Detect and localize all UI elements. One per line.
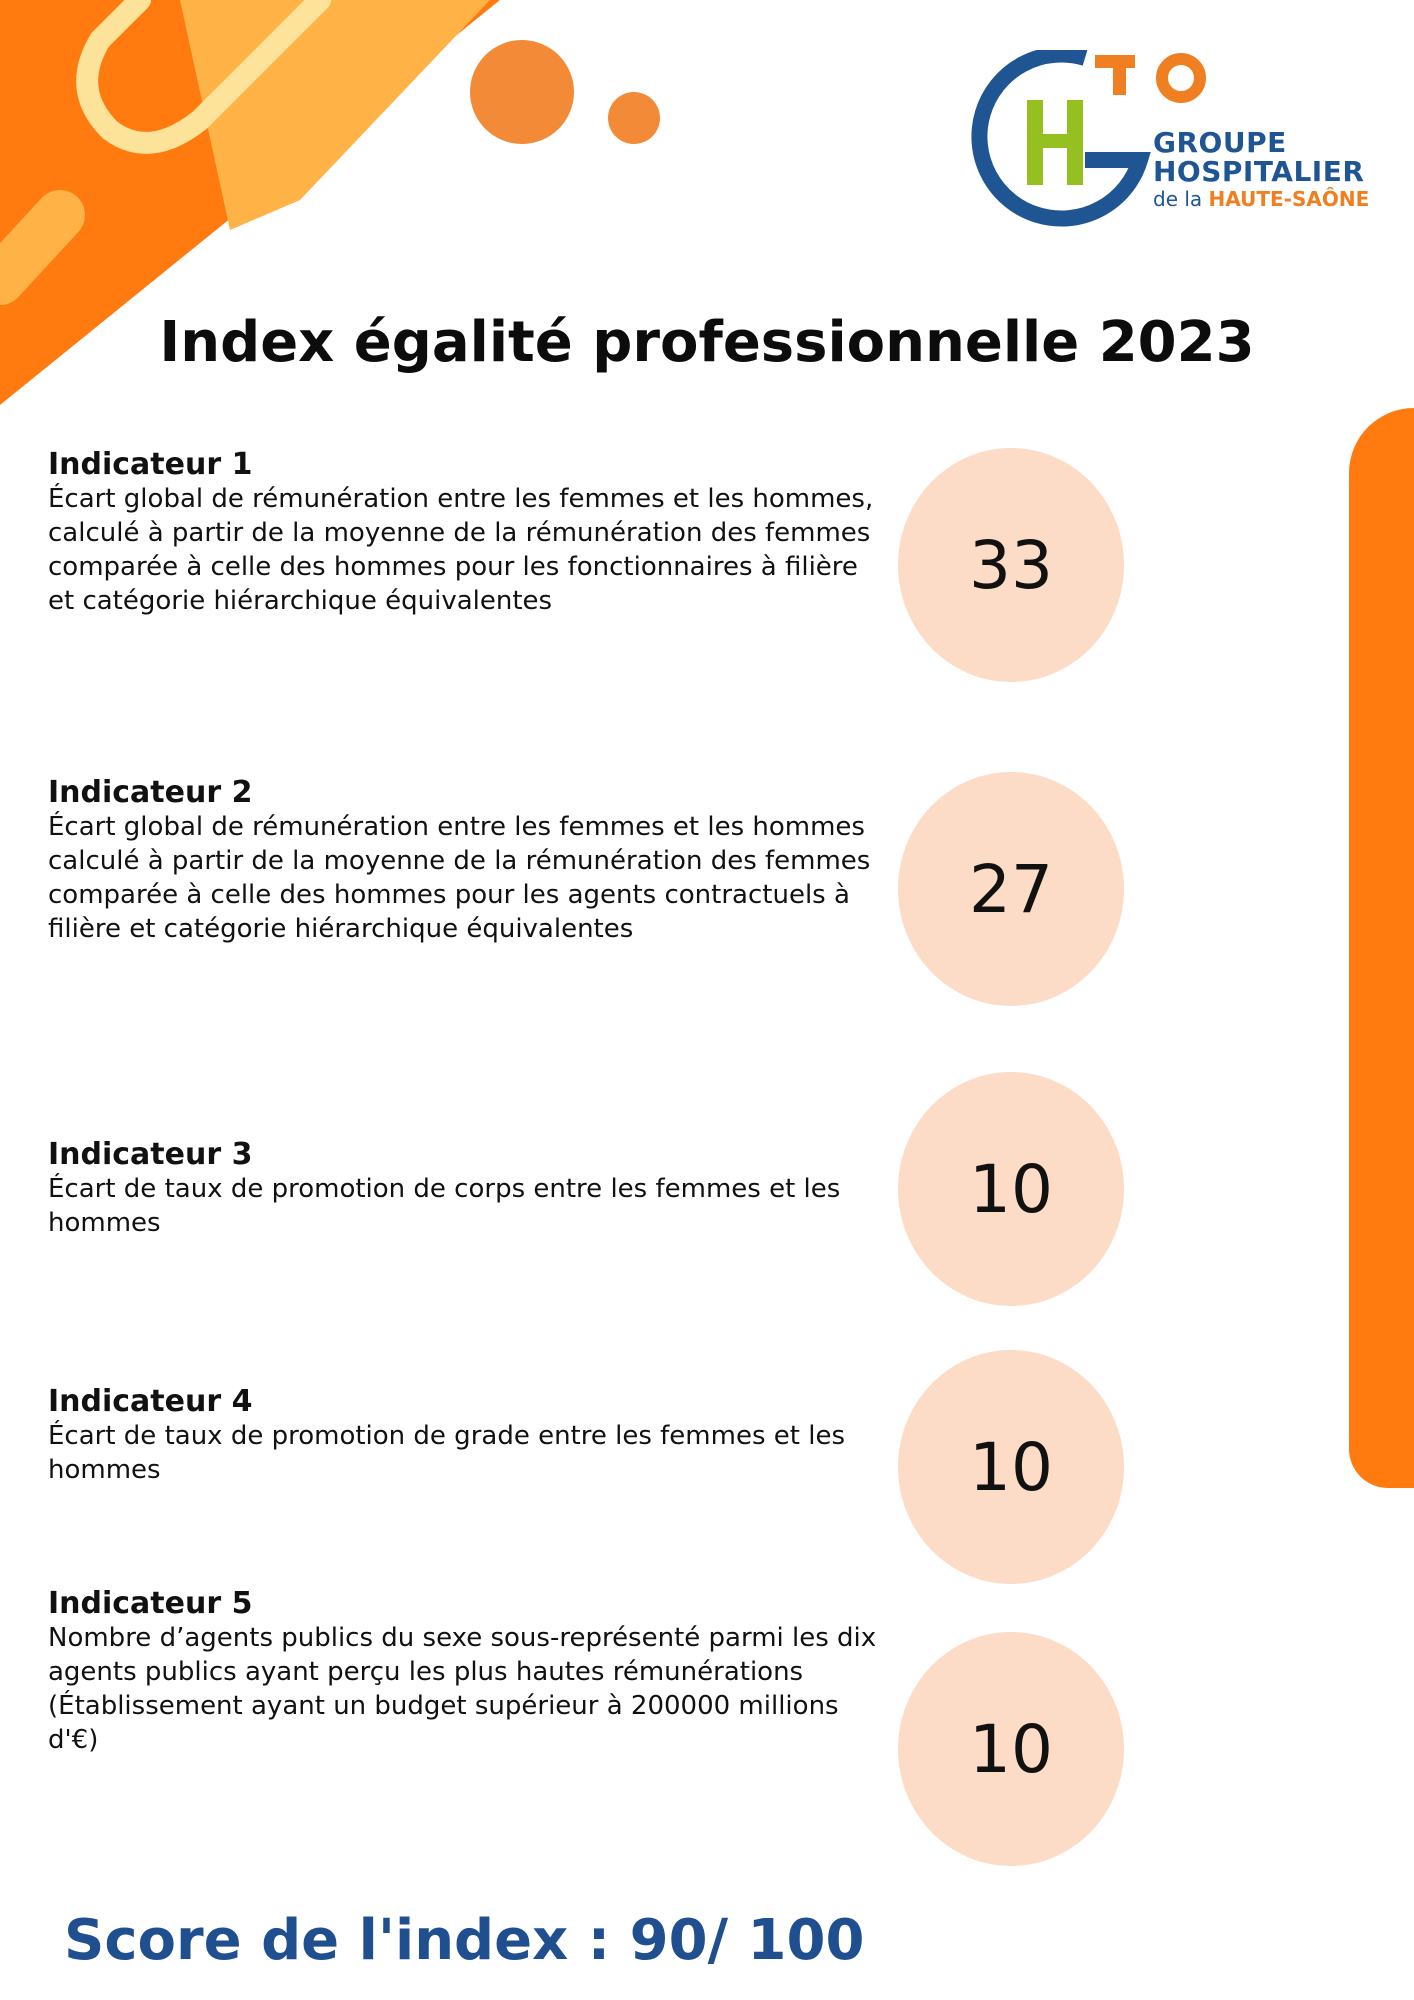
indicator-1-score: 33 [898, 448, 1124, 682]
logo [965, 50, 1385, 240]
indicator-2-description: Écart global de rémunération entre les femmes et les hommes calculé à partir de la moyenne de la rémunération des femmes comparée à celle des hommes pour les agents contractuels à filière et catégorie hiérarchique équivalentes [48, 812, 871, 944]
indicator-4-score: 10 [898, 1350, 1124, 1584]
indicator-3-label: Indicateur 3 [48, 1137, 253, 1172]
indicator-1-description: Écart global de rémunération entre les femmes et les hommes, calculé à partir de la moyenne de la rémunération des femmes comparée à celle des hommes pour les fonctionnaires à filière et catégorie hiérarchique équivalentes [48, 484, 874, 616]
indicator-3-description: Écart de taux de promotion de corps entre les femmes et les hommes [48, 1174, 841, 1238]
indicator-4-description: Écart de taux de promotion de grade entre les femmes et les hommes [48, 1421, 845, 1485]
indicator-5-description-note: (Établissement ayant un budget supérieur à 200000 millions d'€) [48, 1691, 839, 1755]
logo-line-region-prefix: de la [1153, 186, 1203, 211]
right-decorative-band [1349, 408, 1414, 1488]
logo-line-region [1153, 186, 1370, 211]
logo-line-groupe: GROUPE [1153, 126, 1287, 159]
indicator-2-label: Indicateur 2 [48, 775, 253, 810]
indicator-5-description: Nombre d’agents publics du sexe sous-représenté parmi les dix agents publics ayant perçu les plus hautes rémunérations [48, 1623, 877, 1687]
indicator-5-score: 10 [898, 1632, 1124, 1866]
indicator-2-score: 27 [898, 772, 1124, 1006]
indicator-3 [48, 1138, 878, 1240]
indicator-5 [48, 1587, 878, 1757]
deco-circle-large [470, 40, 574, 144]
indicator-5-label: Indicateur 5 [48, 1586, 253, 1621]
indicator-2 [48, 776, 878, 946]
indicator-4 [48, 1385, 878, 1487]
logo-line-region-accent: HAUTE-SAÔNE [1208, 186, 1370, 211]
logo-text [1153, 128, 1369, 210]
index-total-score: Score de l'index : 90/ 100 [64, 1908, 865, 1973]
indicator-1 [48, 448, 878, 618]
deco-circle-small [608, 92, 660, 144]
indicator-1-label: Indicateur 1 [48, 447, 253, 482]
indicator-4-label: Indicateur 4 [48, 1384, 253, 1419]
indicator-3-score: 10 [898, 1072, 1124, 1306]
logo-line-hospitalier: HOSPITALIER [1153, 155, 1365, 189]
page-title: Index égalité professionnelle 2023 [159, 310, 1255, 375]
